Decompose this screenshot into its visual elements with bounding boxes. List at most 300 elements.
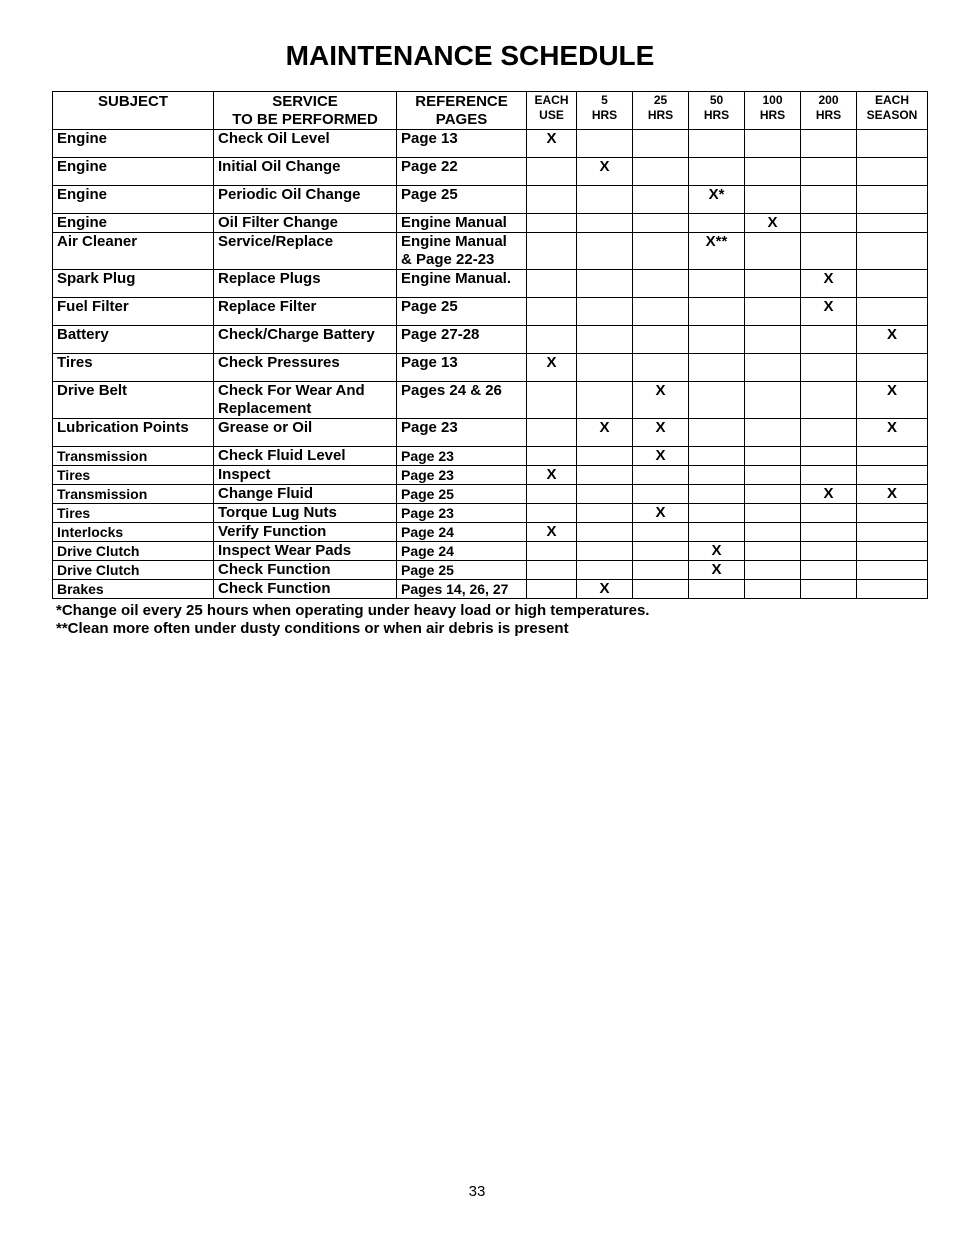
cell-reference-text: Page 23 [401,419,458,436]
cell-reference-text: Page 25 [401,562,454,578]
cell-mark-50-hrs [689,270,745,298]
cell-subject-text: Brakes [57,581,104,597]
cell-subject-text: Drive Clutch [57,562,140,578]
cell-mark-200-hrs [801,298,857,326]
interval-mark: X [711,561,722,578]
cell-mark-each-use [527,504,577,523]
cell-subject [53,158,214,186]
cell-reference-text: Page 25 [401,186,458,203]
cell-service [214,382,397,419]
cell-mark-100-hrs [745,382,801,419]
column-header-100-hrs [745,92,801,130]
column-header-50-hrs [689,92,745,130]
cell-reference-text: Page 25 [401,486,454,502]
cell-mark-200-hrs [801,382,857,419]
cell-mark-25-hrs [633,523,689,542]
cell-mark-50-hrs [689,214,745,233]
interval-mark: X [886,419,897,436]
cell-mark-25-hrs [633,158,689,186]
cell-mark-25-hrs [633,561,689,580]
cell-reference [397,214,527,233]
cell-mark-25-hrs [633,382,689,419]
cell-mark-each-season [857,523,928,542]
cell-reference-text: Page 23 [401,505,454,521]
cell-reference-text: Page 23 [401,448,454,464]
cell-subject-text: Transmission [57,486,148,502]
cell-subject [53,130,214,158]
cell-service-text: Check For Wear And Replacement [218,382,365,417]
cell-mark-each-season [857,561,928,580]
cell-reference [397,561,527,580]
cell-mark-5-hrs [577,214,633,233]
cell-mark-5-hrs [577,523,633,542]
cell-mark-200-hrs [801,485,857,504]
cell-mark-100-hrs [745,419,801,447]
column-header-200-hrs [801,92,857,130]
table-row [53,447,928,466]
cell-mark-5-hrs [577,542,633,561]
cell-subject [53,419,214,447]
cell-mark-each-season [857,158,928,186]
maintenance-schedule-table [52,91,928,599]
cell-mark-25-hrs [633,354,689,382]
cell-service [214,523,397,542]
cell-mark-100-hrs [745,466,801,485]
cell-reference [397,186,527,214]
interval-mark: X [823,298,834,315]
cell-mark-100-hrs [745,298,801,326]
table-row [53,233,928,270]
cell-mark-100-hrs [745,130,801,158]
cell-mark-25-hrs [633,466,689,485]
cell-service [214,233,397,270]
cell-mark-each-season [857,214,928,233]
cell-subject-text: Interlocks [57,524,124,540]
cell-subject [53,233,214,270]
cell-mark-200-hrs [801,233,857,270]
interval-mark: X [655,504,666,521]
column-header-25-hrs [633,92,689,130]
table-row [53,542,928,561]
cell-mark-200-hrs [801,561,857,580]
cell-mark-each-season [857,130,928,158]
cell-reference [397,298,527,326]
column-header-label: SERVICE TO BE PERFORMED [232,93,378,128]
cell-mark-5-hrs [577,326,633,354]
cell-mark-200-hrs [801,214,857,233]
cell-subject [53,186,214,214]
cell-subject [53,270,214,298]
cell-mark-100-hrs [745,523,801,542]
cell-mark-25-hrs [633,485,689,504]
cell-mark-50-hrs [689,485,745,504]
cell-reference-text: Page 13 [401,130,458,147]
cell-mark-each-season [857,504,928,523]
cell-subject [53,382,214,419]
interval-mark: X [546,523,557,540]
table-row [53,186,928,214]
cell-reference-text: Page 27-28 [401,326,480,343]
cell-subject [53,485,214,504]
cell-mark-100-hrs [745,504,801,523]
cell-mark-5-hrs [577,561,633,580]
cell-reference [397,504,527,523]
cell-mark-each-use [527,447,577,466]
cell-service [214,485,397,504]
interval-mark: X** [705,233,728,250]
table-row [53,214,928,233]
cell-mark-each-use [527,298,577,326]
cell-service [214,298,397,326]
cell-service-text: Initial Oil Change [218,158,341,175]
cell-mark-100-hrs [745,354,801,382]
footnotes [56,602,649,638]
cell-reference-text: Page 25 [401,298,458,315]
cell-mark-25-hrs [633,130,689,158]
cell-mark-5-hrs [577,158,633,186]
cell-mark-25-hrs [633,233,689,270]
cell-mark-50-hrs [689,158,745,186]
cell-mark-50-hrs [689,382,745,419]
interval-mark: X [886,485,897,502]
cell-reference-text: Page 13 [401,354,458,371]
cell-mark-50-hrs [689,419,745,447]
interval-mark: X [546,354,557,371]
cell-subject-text: Lubrication Points [57,419,189,436]
cell-service [214,580,397,599]
table-row [53,561,928,580]
cell-mark-100-hrs [745,542,801,561]
cell-subject [53,504,214,523]
cell-mark-25-hrs [633,298,689,326]
cell-mark-each-season [857,354,928,382]
cell-subject-text: Fuel Filter [57,298,129,315]
interval-mark: X [823,485,834,502]
table-row [53,354,928,382]
cell-reference [397,158,527,186]
cell-subject-text: Spark Plug [57,270,136,287]
table-row [53,523,928,542]
cell-mark-25-hrs [633,214,689,233]
cell-mark-25-hrs [633,186,689,214]
cell-subject-text: Engine [57,158,108,175]
cell-subject-text: Air Cleaner [57,233,138,250]
cell-reference [397,354,527,382]
cell-service [214,214,397,233]
cell-service-text: Oil Filter Change [218,214,339,231]
interval-mark: X [599,158,610,175]
table-row [53,130,928,158]
cell-mark-5-hrs [577,466,633,485]
cell-mark-each-season [857,382,928,419]
interval-mark: X [886,326,897,343]
cell-mark-each-season [857,186,928,214]
cell-mark-50-hrs [689,354,745,382]
cell-mark-each-season [857,447,928,466]
cell-reference [397,270,527,298]
footnote-air-cleaner: **Clean more often under dusty conditions or when air debris is present [56,620,569,637]
table-row [53,298,928,326]
cell-mark-5-hrs [577,270,633,298]
table-row [53,485,928,504]
cell-mark-5-hrs [577,130,633,158]
interval-mark: X [655,382,666,399]
cell-subject-text: Engine [57,214,108,231]
cell-subject [53,466,214,485]
cell-service [214,447,397,466]
cell-service-text: Check Function [218,561,331,578]
cell-reference-text: Page 24 [401,524,454,540]
cell-mark-each-use [527,326,577,354]
column-header-label: 100 HRS [759,93,786,122]
cell-mark-each-use [527,523,577,542]
column-header-each-use [527,92,577,130]
cell-reference-text: Page 23 [401,467,454,483]
cell-mark-200-hrs [801,542,857,561]
cell-service [214,158,397,186]
cell-subject [53,354,214,382]
table-header-row [53,92,928,130]
cell-mark-100-hrs [745,214,801,233]
cell-mark-200-hrs [801,158,857,186]
cell-reference [397,382,527,419]
cell-mark-each-use [527,233,577,270]
cell-mark-25-hrs [633,326,689,354]
cell-service [214,561,397,580]
cell-mark-200-hrs [801,326,857,354]
cell-mark-each-season [857,466,928,485]
page-title: MAINTENANCE SCHEDULE [285,40,655,71]
cell-reference [397,447,527,466]
cell-service [214,354,397,382]
cell-mark-200-hrs [801,270,857,298]
cell-mark-100-hrs [745,233,801,270]
cell-reference [397,580,527,599]
cell-mark-50-hrs [689,523,745,542]
cell-mark-50-hrs [689,298,745,326]
column-header-label: EACH SEASON [866,93,918,122]
interval-mark: X [886,382,897,399]
cell-reference-text: Engine Manual [401,214,507,231]
cell-mark-50-hrs [689,447,745,466]
table-row [53,326,928,354]
cell-mark-100-hrs [745,186,801,214]
page-number: 33 [468,1183,486,1200]
cell-mark-50-hrs [689,186,745,214]
column-header-label: EACH USE [534,93,569,122]
cell-mark-200-hrs [801,186,857,214]
cell-mark-50-hrs [689,466,745,485]
column-header-label: 50 HRS [703,93,730,122]
cell-mark-each-use [527,419,577,447]
cell-mark-200-hrs [801,580,857,599]
interval-mark: X [711,542,722,559]
column-header-label: SUBJECT [97,93,168,110]
cell-subject-text: Engine [57,186,108,203]
cell-mark-50-hrs [689,326,745,354]
column-header-label: 25 HRS [647,93,674,122]
cell-service [214,504,397,523]
cell-reference [397,130,527,158]
cell-subject [53,580,214,599]
cell-reference-text: Engine Manual. [401,270,512,287]
cell-subject [53,561,214,580]
table-row [53,270,928,298]
cell-reference [397,485,527,504]
cell-mark-50-hrs [689,233,745,270]
interval-mark: X [655,447,666,464]
cell-subject [53,214,214,233]
cell-mark-each-season [857,233,928,270]
cell-mark-5-hrs [577,504,633,523]
cell-mark-5-hrs [577,298,633,326]
cell-service-text: Periodic Oil Change [218,186,361,203]
cell-mark-25-hrs [633,580,689,599]
cell-reference-text: Pages 24 & 26 [401,382,502,399]
table-row [53,580,928,599]
cell-mark-100-hrs [745,447,801,466]
footnote-oil: *Change oil every 25 hours when operating under heavy load or high temperatures. [56,602,650,619]
cell-mark-200-hrs [801,130,857,158]
cell-subject-text: Tires [57,354,93,371]
cell-reference-text: Engine Manual & Page 22-23 [401,233,507,268]
cell-mark-each-season [857,326,928,354]
cell-mark-100-hrs [745,580,801,599]
cell-reference-text: Page 24 [401,543,454,559]
cell-service-text: Replace Filter [218,298,317,315]
cell-subject [53,523,214,542]
cell-mark-5-hrs [577,186,633,214]
cell-mark-200-hrs [801,447,857,466]
column-header-reference-pages [397,92,527,130]
cell-mark-each-use [527,270,577,298]
cell-reference [397,523,527,542]
cell-mark-each-season [857,270,928,298]
cell-service-text: Check Fluid Level [218,447,346,464]
cell-subject [53,542,214,561]
cell-mark-100-hrs [745,270,801,298]
cell-mark-100-hrs [745,326,801,354]
cell-mark-200-hrs [801,504,857,523]
cell-subject-text: Tires [57,467,91,483]
cell-mark-5-hrs [577,485,633,504]
cell-subject-text: Engine [57,130,108,147]
cell-mark-each-use [527,186,577,214]
cell-reference-text: Page 22 [401,158,458,175]
cell-mark-5-hrs [577,354,633,382]
column-header-service [214,92,397,130]
column-header-label: 5 HRS [591,93,618,122]
cell-service [214,270,397,298]
cell-service-text: Torque Lug Nuts [218,504,337,521]
cell-service [214,130,397,158]
cell-mark-200-hrs [801,466,857,485]
cell-reference [397,542,527,561]
cell-service-text: Check Pressures [218,354,340,371]
cell-service-text: Service/Replace [218,233,334,250]
cell-reference [397,419,527,447]
cell-mark-each-use [527,466,577,485]
cell-mark-each-use [527,130,577,158]
cell-service-text: Grease or Oil [218,419,313,436]
cell-mark-100-hrs [745,561,801,580]
cell-mark-200-hrs [801,354,857,382]
cell-mark-25-hrs [633,419,689,447]
cell-mark-5-hrs [577,580,633,599]
cell-reference-text: Pages 14, 26, 27 [401,581,509,597]
cell-mark-each-use [527,214,577,233]
cell-mark-200-hrs [801,523,857,542]
cell-mark-each-use [527,542,577,561]
column-header-5-hrs [577,92,633,130]
cell-mark-each-season [857,419,928,447]
interval-mark: X [546,130,557,147]
column-header-label: 200 HRS [815,93,842,122]
cell-mark-25-hrs [633,447,689,466]
cell-subject [53,447,214,466]
column-header-label: REFERENCE PAGES [415,93,508,128]
cell-mark-5-hrs [577,447,633,466]
cell-service-text: Check Function [218,580,331,597]
cell-mark-each-use [527,382,577,419]
cell-subject [53,298,214,326]
table-row [53,419,928,447]
cell-service [214,542,397,561]
cell-service-text: Check/Charge Battery [218,326,375,343]
cell-reference [397,326,527,354]
cell-reference [397,466,527,485]
cell-subject-text: Tires [57,505,91,521]
interval-mark: X* [708,186,725,203]
cell-service-text: Verify Function [218,523,327,540]
cell-subject [53,326,214,354]
cell-mark-5-hrs [577,233,633,270]
cell-service [214,326,397,354]
table-row [53,504,928,523]
table-row [53,158,928,186]
cell-service-text: Inspect Wear Pads [218,542,352,559]
cell-service [214,186,397,214]
table-row [53,382,928,419]
cell-mark-100-hrs [745,485,801,504]
interval-mark: X [655,419,666,436]
cell-mark-50-hrs [689,580,745,599]
interval-mark: X [823,270,834,287]
cell-mark-each-season [857,298,928,326]
cell-mark-each-season [857,580,928,599]
cell-subject-text: Drive Belt [57,382,128,399]
cell-mark-50-hrs [689,130,745,158]
cell-mark-each-use [527,580,577,599]
cell-mark-each-use [527,561,577,580]
cell-mark-each-season [857,485,928,504]
cell-service [214,466,397,485]
cell-service-text: Replace Plugs [218,270,321,287]
interval-mark: X [599,419,610,436]
table-row [53,466,928,485]
cell-service [214,419,397,447]
cell-mark-5-hrs [577,382,633,419]
cell-mark-each-season [857,542,928,561]
cell-service-text: Inspect [218,466,271,483]
column-header-each-season [857,92,928,130]
cell-service-text: Check Oil Level [218,130,330,147]
interval-mark: X [767,214,778,231]
cell-mark-25-hrs [633,504,689,523]
cell-mark-100-hrs [745,158,801,186]
cell-mark-200-hrs [801,419,857,447]
cell-reference [397,233,527,270]
